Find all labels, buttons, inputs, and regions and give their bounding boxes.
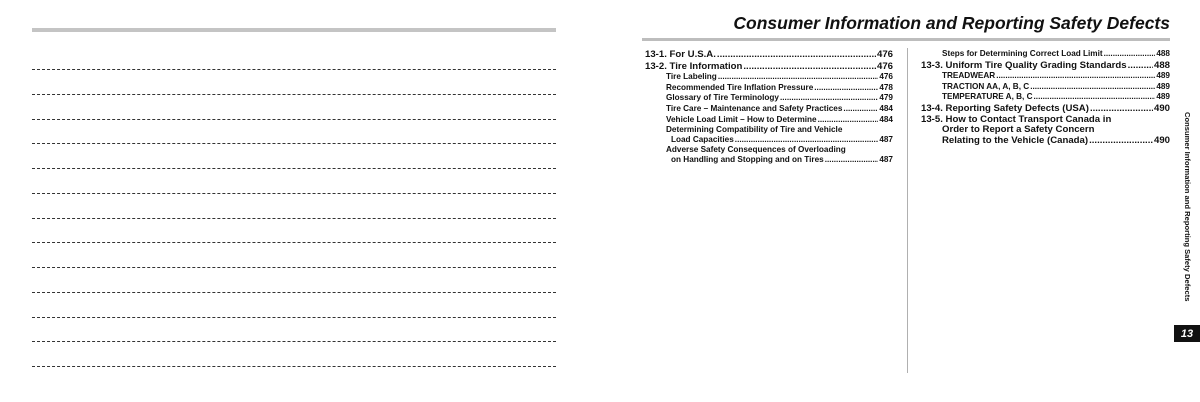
title-rule <box>642 38 1170 41</box>
toc-entry-label-line1: Adverse Safety Consequences of Overloading <box>666 145 846 155</box>
toc-entry-label: 13-1. For U.S.A. <box>645 49 716 60</box>
toc-entry-page: 476 <box>876 60 893 72</box>
note-line <box>32 341 556 342</box>
toc-entry-inflation-pressure[interactable] <box>645 83 893 94</box>
side-tab-label: Consumer Information and Reporting Safety Defects <box>1183 112 1192 302</box>
note-line <box>32 218 556 219</box>
toc-entry-label: Glossary of Tire Terminology <box>666 93 779 103</box>
toc-entry-label: TREADWEAR <box>942 71 996 81</box>
leader-dots <box>780 93 878 104</box>
note-line <box>32 168 556 169</box>
toc-entry-page: 476 <box>876 49 893 60</box>
leader-dots <box>1104 49 1156 60</box>
note-line <box>32 317 556 318</box>
toc-entry-13-2[interactable] <box>645 61 893 73</box>
toc-entry-page: 489 <box>1156 81 1170 91</box>
note-line <box>32 94 556 95</box>
leader-dots <box>1128 60 1153 72</box>
toc-entry-page: 489 <box>1156 92 1170 102</box>
toc-entry-page: 484 <box>879 114 893 124</box>
note-line <box>32 193 556 194</box>
toc-entry-tire-labeling[interactable] <box>645 72 893 83</box>
toc-entry-page: 487 <box>879 135 893 145</box>
toc-column-right <box>921 49 1170 146</box>
toc-entry-label-line2: Load Capacities <box>671 135 734 145</box>
toc-entry-page: 488 <box>1153 59 1170 71</box>
leader-dots <box>718 72 879 83</box>
toc-entry-page: 479 <box>879 93 893 103</box>
toc-entry-load-limit[interactable] <box>645 115 893 126</box>
toc-entry-page: 476 <box>879 72 893 82</box>
toc-entry-label-line2: on Handling and Stopping and on Tires <box>671 155 824 165</box>
toc-entry-traction[interactable] <box>921 82 1170 93</box>
toc-entry-page: 490 <box>1153 134 1170 146</box>
toc-entry-page: 484 <box>879 103 893 113</box>
toc-entry-page: 490 <box>1153 102 1170 114</box>
toc-entry-label: 13-4. Reporting Safety Defects (USA) <box>921 102 1089 114</box>
leader-dots <box>843 104 878 115</box>
toc-entry-load-capacities[interactable] <box>645 125 893 145</box>
toc-entry-temperature[interactable] <box>921 92 1170 103</box>
column-divider <box>907 48 908 373</box>
toc-entry-label: Tire Labeling <box>666 72 717 82</box>
toc-entry-correct-load-limit[interactable] <box>921 49 1170 60</box>
leader-dots <box>735 135 879 145</box>
toc-entry-13-3[interactable] <box>921 60 1170 72</box>
chapter-title: Consumer Information and Reporting Safety Defects <box>733 13 1170 33</box>
toc-entry-label: TRACTION AA, A, B, C <box>942 81 1030 91</box>
leader-dots <box>825 155 879 165</box>
notes-top-rule <box>32 28 556 32</box>
note-line <box>32 242 556 243</box>
note-line <box>32 292 556 293</box>
note-line <box>32 267 556 268</box>
note-line <box>32 143 556 144</box>
toc-entry-treadwear[interactable] <box>921 71 1170 82</box>
toc-entry-page: 487 <box>879 155 893 165</box>
toc-entry-overloading[interactable] <box>645 145 893 165</box>
leader-dots <box>1090 103 1153 115</box>
toc-column-left <box>645 49 893 165</box>
leader-dots <box>1089 136 1153 147</box>
note-line <box>32 69 556 70</box>
leader-dots <box>1034 92 1156 103</box>
toc-entry-label: Recommended Tire Inflation Pressure <box>666 82 814 92</box>
toc-entry-label: 13-2. Tire Information <box>645 60 743 72</box>
toc-entry-label-line1: 13-5. How to Contact Transport Canada in <box>921 113 1112 125</box>
note-line <box>32 119 556 120</box>
leader-dots <box>818 115 879 126</box>
toc-entry-label-line2: Order to Report a Safety Concern <box>942 124 1095 136</box>
note-line <box>32 366 556 367</box>
toc-entry-13-5[interactable] <box>921 115 1170 147</box>
toc-entry-label-line3: Relating to the Vehicle (Canada) <box>942 134 1089 146</box>
leader-dots <box>1030 82 1155 93</box>
toc-entry-label-line1: Determining Compatibility of Tire and Vehicle <box>666 125 843 135</box>
leader-dots <box>996 71 1155 82</box>
leader-dots <box>814 83 878 94</box>
toc-entry-page: 489 <box>1156 71 1170 81</box>
toc-entry-page: 488 <box>1156 49 1170 58</box>
leader-dots <box>743 61 876 73</box>
toc-entry-glossary[interactable] <box>645 93 893 104</box>
chapter-number-tab: 13 <box>1174 325 1200 342</box>
toc-entry-tire-care[interactable] <box>645 104 893 115</box>
toc-entry-label: Steps for Determining Correct Load Limit <box>942 49 1103 58</box>
toc-entry-page: 478 <box>879 82 893 92</box>
toc-entry-13-4[interactable] <box>921 103 1170 115</box>
toc-entry-label: TEMPERATURE A, B, C <box>942 92 1033 102</box>
contents-page <box>600 0 1200 402</box>
toc-entry-label: 13-3. Uniform Tire Quality Grading Standards <box>921 59 1127 71</box>
leader-dots <box>717 49 876 61</box>
toc-entry-label: Vehicle Load Limit – How to Determine <box>666 114 817 124</box>
toc-entry-label: Tire Care – Maintenance and Safety Practices <box>666 103 843 113</box>
toc-entry-13-1[interactable] <box>645 49 893 61</box>
